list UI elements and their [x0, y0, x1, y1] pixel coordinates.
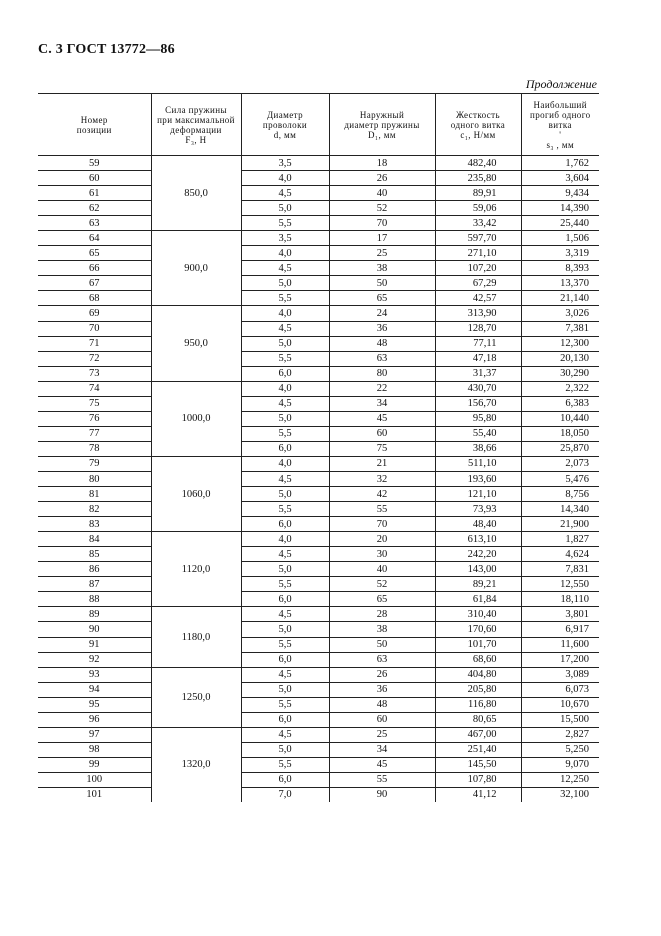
- position-number-cell: 101: [86, 789, 103, 801]
- position-number-cell: 81: [38, 487, 151, 502]
- outer-diameter-cell: 36: [329, 682, 435, 697]
- position-number-cell: 95: [38, 697, 151, 712]
- position-number-cell: 68: [38, 291, 151, 306]
- outer-diameter-cell: 52: [329, 201, 435, 216]
- wire-diameter-cell: 4,5: [241, 727, 329, 742]
- wire-diameter-cell: 3,5: [241, 156, 329, 171]
- wire-diameter-cell: 6,0: [241, 366, 329, 381]
- position-number-cell: 78: [38, 441, 151, 456]
- stiffness-cell: 101,70: [435, 637, 521, 652]
- header-line: витка: [548, 119, 572, 130]
- header-spring-force: [151, 94, 241, 156]
- spring-force-cell: 1000,0: [151, 381, 241, 456]
- deflection-cell: 25,440: [521, 216, 599, 231]
- table-row: [38, 261, 599, 276]
- table-row: [38, 607, 599, 622]
- deflection-cell: 8,756: [521, 487, 599, 502]
- table-row: [38, 637, 599, 652]
- table-row: [38, 426, 599, 441]
- header-max-deflection: [521, 94, 599, 156]
- table-row: [38, 712, 599, 727]
- wire-diameter-cell: 5,0: [241, 487, 329, 502]
- stiffness-cell: 156,70: [435, 396, 521, 411]
- stiffness-cell: 310,40: [435, 607, 521, 622]
- header-coil-stiffness: [435, 94, 521, 156]
- spring-force-cell: 1180,0: [151, 607, 241, 667]
- table-row: [38, 592, 599, 607]
- spring-force-cell: 1320,0: [151, 727, 241, 802]
- outer-diameter-cell: 55: [329, 772, 435, 787]
- outer-diameter-cell: 34: [329, 396, 435, 411]
- position-number-cell: 100: [38, 772, 151, 787]
- table-row: [38, 291, 599, 306]
- wire-diameter-cell: 4,0: [241, 246, 329, 261]
- header-line: Жесткость: [455, 109, 501, 120]
- table-row: [38, 727, 599, 742]
- header-line: Диаметр: [267, 109, 303, 120]
- wire-diameter-cell: 4,5: [241, 471, 329, 486]
- header-wire-diameter: [241, 94, 329, 156]
- header-line: позиции: [76, 124, 112, 135]
- wire-diameter-cell: 6,0: [241, 592, 329, 607]
- deflection-cell: 32,100: [521, 787, 599, 802]
- wire-diameter-cell: 6,0: [241, 772, 329, 787]
- table-row: [38, 441, 599, 456]
- position-number-cell: 96: [38, 712, 151, 727]
- outer-diameter-cell: 38: [329, 261, 435, 276]
- stiffness-cell: 170,60: [435, 622, 521, 637]
- header-line: d, мм: [273, 129, 297, 140]
- outer-diameter-cell: 55: [329, 502, 435, 517]
- stiffness-cell: 235,80: [435, 171, 521, 186]
- deflection-cell: 3,801: [521, 607, 599, 622]
- stiffness-cell: 251,40: [435, 742, 521, 757]
- position-number-cell: 75: [38, 396, 151, 411]
- outer-diameter-cell: 18: [329, 156, 435, 171]
- position-number-cell: 59: [38, 156, 151, 171]
- stiffness-cell: 116,80: [435, 697, 521, 712]
- deflection-cell: 2,322: [521, 381, 599, 396]
- table-row: [38, 321, 599, 336]
- stiffness-cell: 42,57: [435, 291, 521, 306]
- wire-diameter-cell: 5,0: [241, 336, 329, 351]
- position-number-cell: 89: [38, 607, 151, 622]
- outer-diameter-cell: 50: [329, 276, 435, 291]
- stiffness-cell: 33,42: [435, 216, 521, 231]
- table-row: [38, 231, 599, 246]
- table-body: [38, 156, 599, 803]
- wire-diameter-cell: 4,5: [241, 396, 329, 411]
- deflection-cell: 6,917: [521, 622, 599, 637]
- deflection-cell: 7,381: [521, 321, 599, 336]
- position-number-cell: 69: [38, 306, 151, 321]
- deflection-cell: 9,070: [521, 757, 599, 772]
- position-number-cell: 72: [38, 351, 151, 366]
- wire-diameter-cell: 5,5: [241, 291, 329, 306]
- table-row: [38, 757, 599, 772]
- deflection-cell: 12,550: [521, 577, 599, 592]
- wire-diameter-cell: 5,5: [241, 577, 329, 592]
- position-number-cell: 70: [38, 321, 151, 336]
- position-number-cell: 87: [38, 577, 151, 592]
- deflection-cell: 12,300: [521, 336, 599, 351]
- outer-diameter-cell: 45: [329, 411, 435, 426]
- table-row: [38, 156, 599, 171]
- wire-diameter-cell: 5,0: [241, 201, 329, 216]
- table-row: [38, 487, 599, 502]
- wire-diameter-cell: 4,5: [241, 667, 329, 682]
- deflection-cell: 17,200: [521, 652, 599, 667]
- table-row: [38, 246, 599, 261]
- stiffness-cell: 89,21: [435, 577, 521, 592]
- deflection-cell: 4,624: [521, 547, 599, 562]
- outer-diameter-cell: 28: [329, 607, 435, 622]
- deflection-cell: 2,827: [521, 727, 599, 742]
- deflection-cell: 18,110: [521, 592, 599, 607]
- position-number-cell: 76: [38, 411, 151, 426]
- wire-diameter-cell: 5,0: [241, 411, 329, 426]
- position-number-cell: 90: [38, 622, 151, 637]
- table-row: [38, 532, 599, 547]
- wire-diameter-cell: 4,0: [241, 306, 329, 321]
- position-number-cell: 83: [38, 517, 151, 532]
- deflection-cell: 5,476: [521, 471, 599, 486]
- position-number-cell: 97: [38, 727, 151, 742]
- position-number-cell: 82: [38, 502, 151, 517]
- header-line: D₁, мм: [368, 129, 396, 140]
- deflection-cell: 8,393: [521, 261, 599, 276]
- stiffness-cell: 242,20: [435, 547, 521, 562]
- deflection-cell: 18,050: [521, 426, 599, 441]
- position-number-cell: 94: [38, 682, 151, 697]
- continuation-label: Продолжение: [525, 77, 597, 91]
- outer-diameter-cell: 60: [329, 712, 435, 727]
- table-row: [38, 411, 599, 426]
- outer-diameter-cell: 26: [329, 667, 435, 682]
- deflection-cell: 11,600: [521, 637, 599, 652]
- stiffness-cell: 107,20: [435, 261, 521, 276]
- position-number-cell: 85: [38, 547, 151, 562]
- wire-diameter-cell: 3,5: [241, 231, 329, 246]
- stiffness-cell: 67,29: [435, 276, 521, 291]
- table-row: [38, 502, 599, 517]
- deflection-cell: 21,900: [521, 517, 599, 532]
- position-number-cell: 79: [38, 456, 151, 471]
- stiffness-cell: 482,40: [435, 156, 521, 171]
- wire-diameter-cell: 4,0: [241, 381, 329, 396]
- table-row: [38, 336, 599, 351]
- position-number-cell: 86: [38, 562, 151, 577]
- table-row: [38, 787, 599, 802]
- stiffness-cell: 107,80: [435, 772, 521, 787]
- deflection-cell: 10,670: [521, 697, 599, 712]
- outer-diameter-cell: 20: [329, 532, 435, 547]
- outer-diameter-cell: 24: [329, 306, 435, 321]
- outer-diameter-cell: 80: [329, 366, 435, 381]
- stiffness-cell: 38,66: [435, 441, 521, 456]
- table-row: [38, 276, 599, 291]
- table-row: [38, 517, 599, 532]
- wire-diameter-cell: 5,5: [241, 351, 329, 366]
- stiffness-cell: 613,10: [435, 532, 521, 547]
- outer-diameter-cell: 65: [329, 291, 435, 306]
- table-row: [38, 577, 599, 592]
- spring-force-cell: 1250,0: [151, 667, 241, 727]
- stiffness-cell: 511,10: [435, 456, 521, 471]
- wire-diameter-cell: 5,5: [241, 757, 329, 772]
- table-row: [38, 456, 599, 471]
- table-row: [38, 171, 599, 186]
- outer-diameter-cell: 26: [329, 171, 435, 186]
- deflection-cell: 5,250: [521, 742, 599, 757]
- wire-diameter-cell: 5,5: [241, 697, 329, 712]
- deflection-cell: 14,340: [521, 502, 599, 517]
- position-number-cell: 61: [38, 186, 151, 201]
- outer-diameter-cell: 25: [329, 727, 435, 742]
- stiffness-cell: 77,11: [435, 336, 521, 351]
- page-header: С. 3 ГОСТ 13772—86: [38, 42, 175, 57]
- stiffness-cell: 31,37: [435, 366, 521, 381]
- stiffness-cell: 430,70: [435, 381, 521, 396]
- spring-force-cell: 900,0: [151, 231, 241, 306]
- spring-force-cell: 1060,0: [151, 456, 241, 531]
- deflection-cell: 25,870: [521, 441, 599, 456]
- wire-diameter-cell: 5,5: [241, 426, 329, 441]
- header-line: F₃, Н: [185, 134, 207, 145]
- table-row: [38, 366, 599, 381]
- header-line: Наибольший: [533, 99, 587, 110]
- deflection-cell: 20,130: [521, 351, 599, 366]
- position-number-cell: 84: [38, 532, 151, 547]
- table-row: [38, 562, 599, 577]
- deflection-cell: 21,140: [521, 291, 599, 306]
- deflection-cell: 9,434: [521, 186, 599, 201]
- header-line: диаметр пружины: [344, 119, 420, 130]
- deflection-cell: 3,089: [521, 667, 599, 682]
- deflection-cell: 6,383: [521, 396, 599, 411]
- wire-diameter-cell: 5,0: [241, 742, 329, 757]
- stiffness-cell: 467,00: [435, 727, 521, 742]
- stiffness-cell: 61,84: [435, 592, 521, 607]
- header-line: Сила пружины: [165, 104, 227, 115]
- header-line: одного витка: [450, 119, 506, 130]
- outer-diameter-cell: 45: [329, 757, 435, 772]
- stiffness-cell: 193,60: [435, 471, 521, 486]
- position-number-cell: 92: [38, 652, 151, 667]
- header-line: проволоки: [262, 119, 308, 130]
- deflection-cell: 3,319: [521, 246, 599, 261]
- position-number-cell: 73: [38, 366, 151, 381]
- stiffness-cell: 121,10: [435, 487, 521, 502]
- table-row: [38, 306, 599, 321]
- wire-diameter-cell: 5,5: [241, 216, 329, 231]
- deflection-cell: 1,827: [521, 532, 599, 547]
- position-number-cell: 93: [38, 667, 151, 682]
- stiffness-cell: 597,70: [435, 231, 521, 246]
- position-number-cell: 99: [38, 757, 151, 772]
- stiffness-cell: 73,93: [435, 502, 521, 517]
- position-number-cell: 91: [38, 637, 151, 652]
- position-number-cell: 74: [38, 381, 151, 396]
- position-number-cell: 60: [38, 171, 151, 186]
- outer-diameter-cell: 70: [329, 517, 435, 532]
- table-row: [38, 351, 599, 366]
- spring-force-cell: 850,0: [151, 156, 241, 231]
- outer-diameter-cell: 63: [329, 652, 435, 667]
- wire-diameter-cell: 6,0: [241, 441, 329, 456]
- position-number-cell: 62: [38, 201, 151, 216]
- table-row: [38, 396, 599, 411]
- outer-diameter-cell: 17: [329, 231, 435, 246]
- outer-diameter-cell: 30: [329, 547, 435, 562]
- stiffness-cell: 313,90: [435, 306, 521, 321]
- position-number-cell: 88: [38, 592, 151, 607]
- outer-diameter-cell: 48: [329, 697, 435, 712]
- wire-diameter-cell: 5,0: [241, 682, 329, 697]
- outer-diameter-cell: 42: [329, 487, 435, 502]
- stiffness-cell: 145,50: [435, 757, 521, 772]
- stiffness-cell: 48,40: [435, 517, 521, 532]
- wire-diameter-cell: 6,0: [241, 712, 329, 727]
- header-line: Номер: [80, 114, 108, 125]
- wire-diameter-cell: 4,5: [241, 186, 329, 201]
- outer-diameter-cell: 75: [329, 441, 435, 456]
- wire-diameter-cell: 4,5: [241, 607, 329, 622]
- stiffness-cell: 128,70: [435, 321, 521, 336]
- table-row: [38, 652, 599, 667]
- outer-diameter-cell: 52: [329, 577, 435, 592]
- table-row: [38, 622, 599, 637]
- outer-diameter-cell: 36: [329, 321, 435, 336]
- outer-diameter-cell: 50: [329, 637, 435, 652]
- outer-diameter-cell: 60: [329, 426, 435, 441]
- wire-diameter-cell: 5,5: [241, 637, 329, 652]
- table-header-row: [38, 94, 599, 156]
- position-number-cell: 64: [38, 231, 151, 246]
- table-row: [38, 547, 599, 562]
- table-row: [38, 201, 599, 216]
- table-row: [38, 742, 599, 757]
- header-line: c₁, Н/мм: [460, 129, 496, 140]
- wire-diameter-cell: 7,0: [241, 787, 329, 802]
- deflection-cell: 7,831: [521, 562, 599, 577]
- wire-diameter-cell: 4,5: [241, 261, 329, 276]
- spring-force-cell: 950,0: [151, 306, 241, 381]
- deflection-cell: 2,073: [521, 456, 599, 471]
- table-row: [38, 471, 599, 486]
- deflection-cell: 1,762: [521, 156, 599, 171]
- table-row: [38, 697, 599, 712]
- outer-diameter-cell: 70: [329, 216, 435, 231]
- deflection-cell: 3,026: [521, 306, 599, 321]
- position-number-cell: 67: [38, 276, 151, 291]
- stiffness-cell: 47,18: [435, 351, 521, 366]
- stiffness-cell: 205,80: [435, 682, 521, 697]
- table-row: [38, 381, 599, 396]
- stiffness-cell: 55,40: [435, 426, 521, 441]
- wire-diameter-cell: 4,5: [241, 321, 329, 336]
- wire-diameter-cell: 4,0: [241, 532, 329, 547]
- stiffness-cell: 68,60: [435, 652, 521, 667]
- header-line: при максимальной: [157, 114, 235, 125]
- header-line: прогиб одного: [530, 109, 591, 120]
- position-number-cell: 63: [38, 216, 151, 231]
- deflection-cell: 10,440: [521, 411, 599, 426]
- header-position-number: [38, 94, 151, 156]
- wire-diameter-cell: 5,5: [241, 502, 329, 517]
- wire-diameter-cell: 6,0: [241, 517, 329, 532]
- position-number-cell: 80: [38, 471, 151, 486]
- stiffness-cell: 95,80: [435, 411, 521, 426]
- wire-diameter-cell: 5,0: [241, 622, 329, 637]
- position-number-cell: 98: [38, 742, 151, 757]
- outer-diameter-cell: 22: [329, 381, 435, 396]
- stiffness-cell: 271,10: [435, 246, 521, 261]
- outer-diameter-cell: 40: [329, 186, 435, 201]
- deflection-cell: 13,370: [521, 276, 599, 291]
- outer-diameter-cell: 34: [329, 742, 435, 757]
- spring-table: [38, 93, 599, 802]
- wire-diameter-cell: 4,5: [241, 547, 329, 562]
- position-number-cell: 65: [38, 246, 151, 261]
- table-row: [38, 186, 599, 201]
- spring-force-cell: 1120,0: [151, 532, 241, 607]
- position-number-cell: 71: [38, 336, 151, 351]
- outer-diameter-cell: 32: [329, 471, 435, 486]
- header-line: Наружный: [359, 109, 405, 120]
- stiffness-cell: 59,06: [435, 201, 521, 216]
- stiffness-cell: 41,12: [435, 787, 521, 802]
- deflection-cell: 6,073: [521, 682, 599, 697]
- table-row: [38, 682, 599, 697]
- stiffness-cell: 143,00: [435, 562, 521, 577]
- deflection-cell: 14,390: [521, 201, 599, 216]
- outer-diameter-cell: 21: [329, 456, 435, 471]
- outer-diameter-cell: 90: [329, 787, 435, 802]
- wire-diameter-cell: 5,0: [241, 562, 329, 577]
- table-row: [38, 216, 599, 231]
- outer-diameter-cell: 65: [329, 592, 435, 607]
- deflection-cell: 15,500: [521, 712, 599, 727]
- outer-diameter-cell: 48: [329, 336, 435, 351]
- position-number-cell: 66: [38, 261, 151, 276]
- deflection-cell: 12,250: [521, 772, 599, 787]
- outer-diameter-cell: 25: [329, 246, 435, 261]
- wire-diameter-cell: 6,0: [241, 652, 329, 667]
- table-row: [38, 667, 599, 682]
- header-line: s₃ , мм: [546, 139, 575, 150]
- deflection-cell: 1,506: [521, 231, 599, 246]
- outer-diameter-cell: 40: [329, 562, 435, 577]
- wire-diameter-cell: 4,0: [241, 171, 329, 186]
- header-outer-diameter: [329, 94, 435, 156]
- deflection-cell: 30,290: [521, 366, 599, 381]
- wire-diameter-cell: 4,0: [241, 456, 329, 471]
- stiffness-cell: 89,91: [435, 186, 521, 201]
- position-number-cell: 77: [38, 426, 151, 441]
- deflection-cell: 3,604: [521, 171, 599, 186]
- outer-diameter-cell: 63: [329, 351, 435, 366]
- wire-diameter-cell: 5,0: [241, 276, 329, 291]
- header-line: ': [559, 129, 562, 140]
- table-row: [38, 772, 599, 787]
- stiffness-cell: 404,80: [435, 667, 521, 682]
- stiffness-cell: 80,65: [435, 712, 521, 727]
- outer-diameter-cell: 38: [329, 622, 435, 637]
- header-line: деформации: [170, 124, 222, 135]
